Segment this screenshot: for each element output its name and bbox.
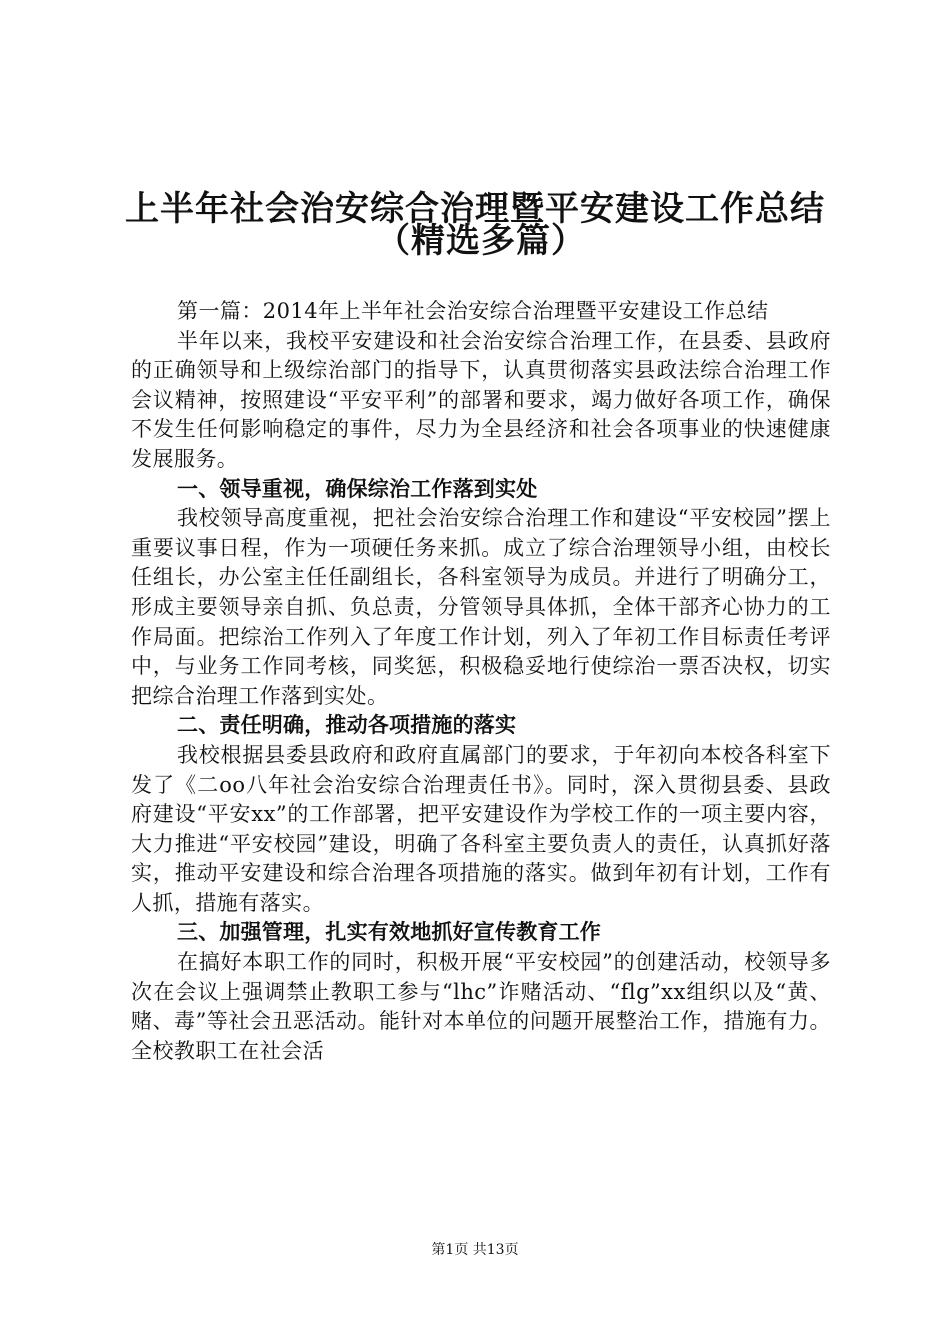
paragraph-chapter-heading: 第一篇：2014年上半年社会治安综合治理暨平安建设工作总结 xyxy=(177,299,769,323)
paragraph-section-3: 在搞好本职工作的同时，积极开展“平安校园”的创建活动，校领导多次在会议上强调禁止教职工参与“lhc”诈赌活动、“flg”xx组织以及“黄、赌、毒”等社会丑恶活动。能针对本单位的问题开展整治工作，措施有力。全校教职工在社会活 xyxy=(131,950,831,1063)
paragraph-section-2: 我校根据县委县政府和政府直属部门的要求，于年初向本校各科室下发了《二oo八年社会治安综合治理责任书》。同时，深入贯彻县委、县政府建设“平安xx”的工作部署，把平安建设作为学校工作的一项主要内容，大力推进“平安校园”建设，明确了各科室主要负责人的责任，认真抓好落实，推动平安建设和综合治理各项措施的落实。做到年初有计划，工作有人抓，措施有落实。 xyxy=(131,742,831,915)
page-number-footer: 第1页 共13页 xyxy=(431,1242,519,1258)
section-heading-3: 三、加强管理，扎实有效地抓好宣传教育工作 xyxy=(177,920,601,945)
section-heading-1: 一、领导重视，确保综治工作落到实处 xyxy=(177,476,538,501)
paragraph-intro: 半年以来，我校平安建设和社会治安综合治理工作，在县委、县政府的正确领导和上级综治部门的指导下，认真贯彻落实县政法综合治理工作会议精神，按照建设“平安平利”的部署和要求，竭力做好各项工作，确保不发生任何影响稳定的事件，尽力为全县经济和社会各项事业的快速健康发展服务。 xyxy=(131,328,831,471)
document-title: 上半年社会治安综合治理暨平安建设工作总结 xyxy=(125,189,825,229)
document-subtitle: （精选多篇） xyxy=(376,221,586,261)
paragraph-section-1: 我校领导高度重视，把社会治安综合治理工作和建设“平安校园”摆上重要议事日程，作为一项硬任务来抓。成立了综合治理领导小组，由校长任组长，办公室主任任副组长，各科室领导为成员。并进行了明确分工，形成主要领导亲自抓、负总责，分管领导具体抓，全体干部齐心协力的工作局面。把综治工作列入了年度工作计划，列入了年初工作目标责任考评中，与业务工作同考核，同奖惩，积极稳妥地行使综治一票否决权，切实把综合治理工作落到实处。 xyxy=(131,506,831,708)
section-heading-2: 二、责任明确，推动各项措施的落实 xyxy=(177,713,517,738)
document-body xyxy=(131,297,831,1066)
